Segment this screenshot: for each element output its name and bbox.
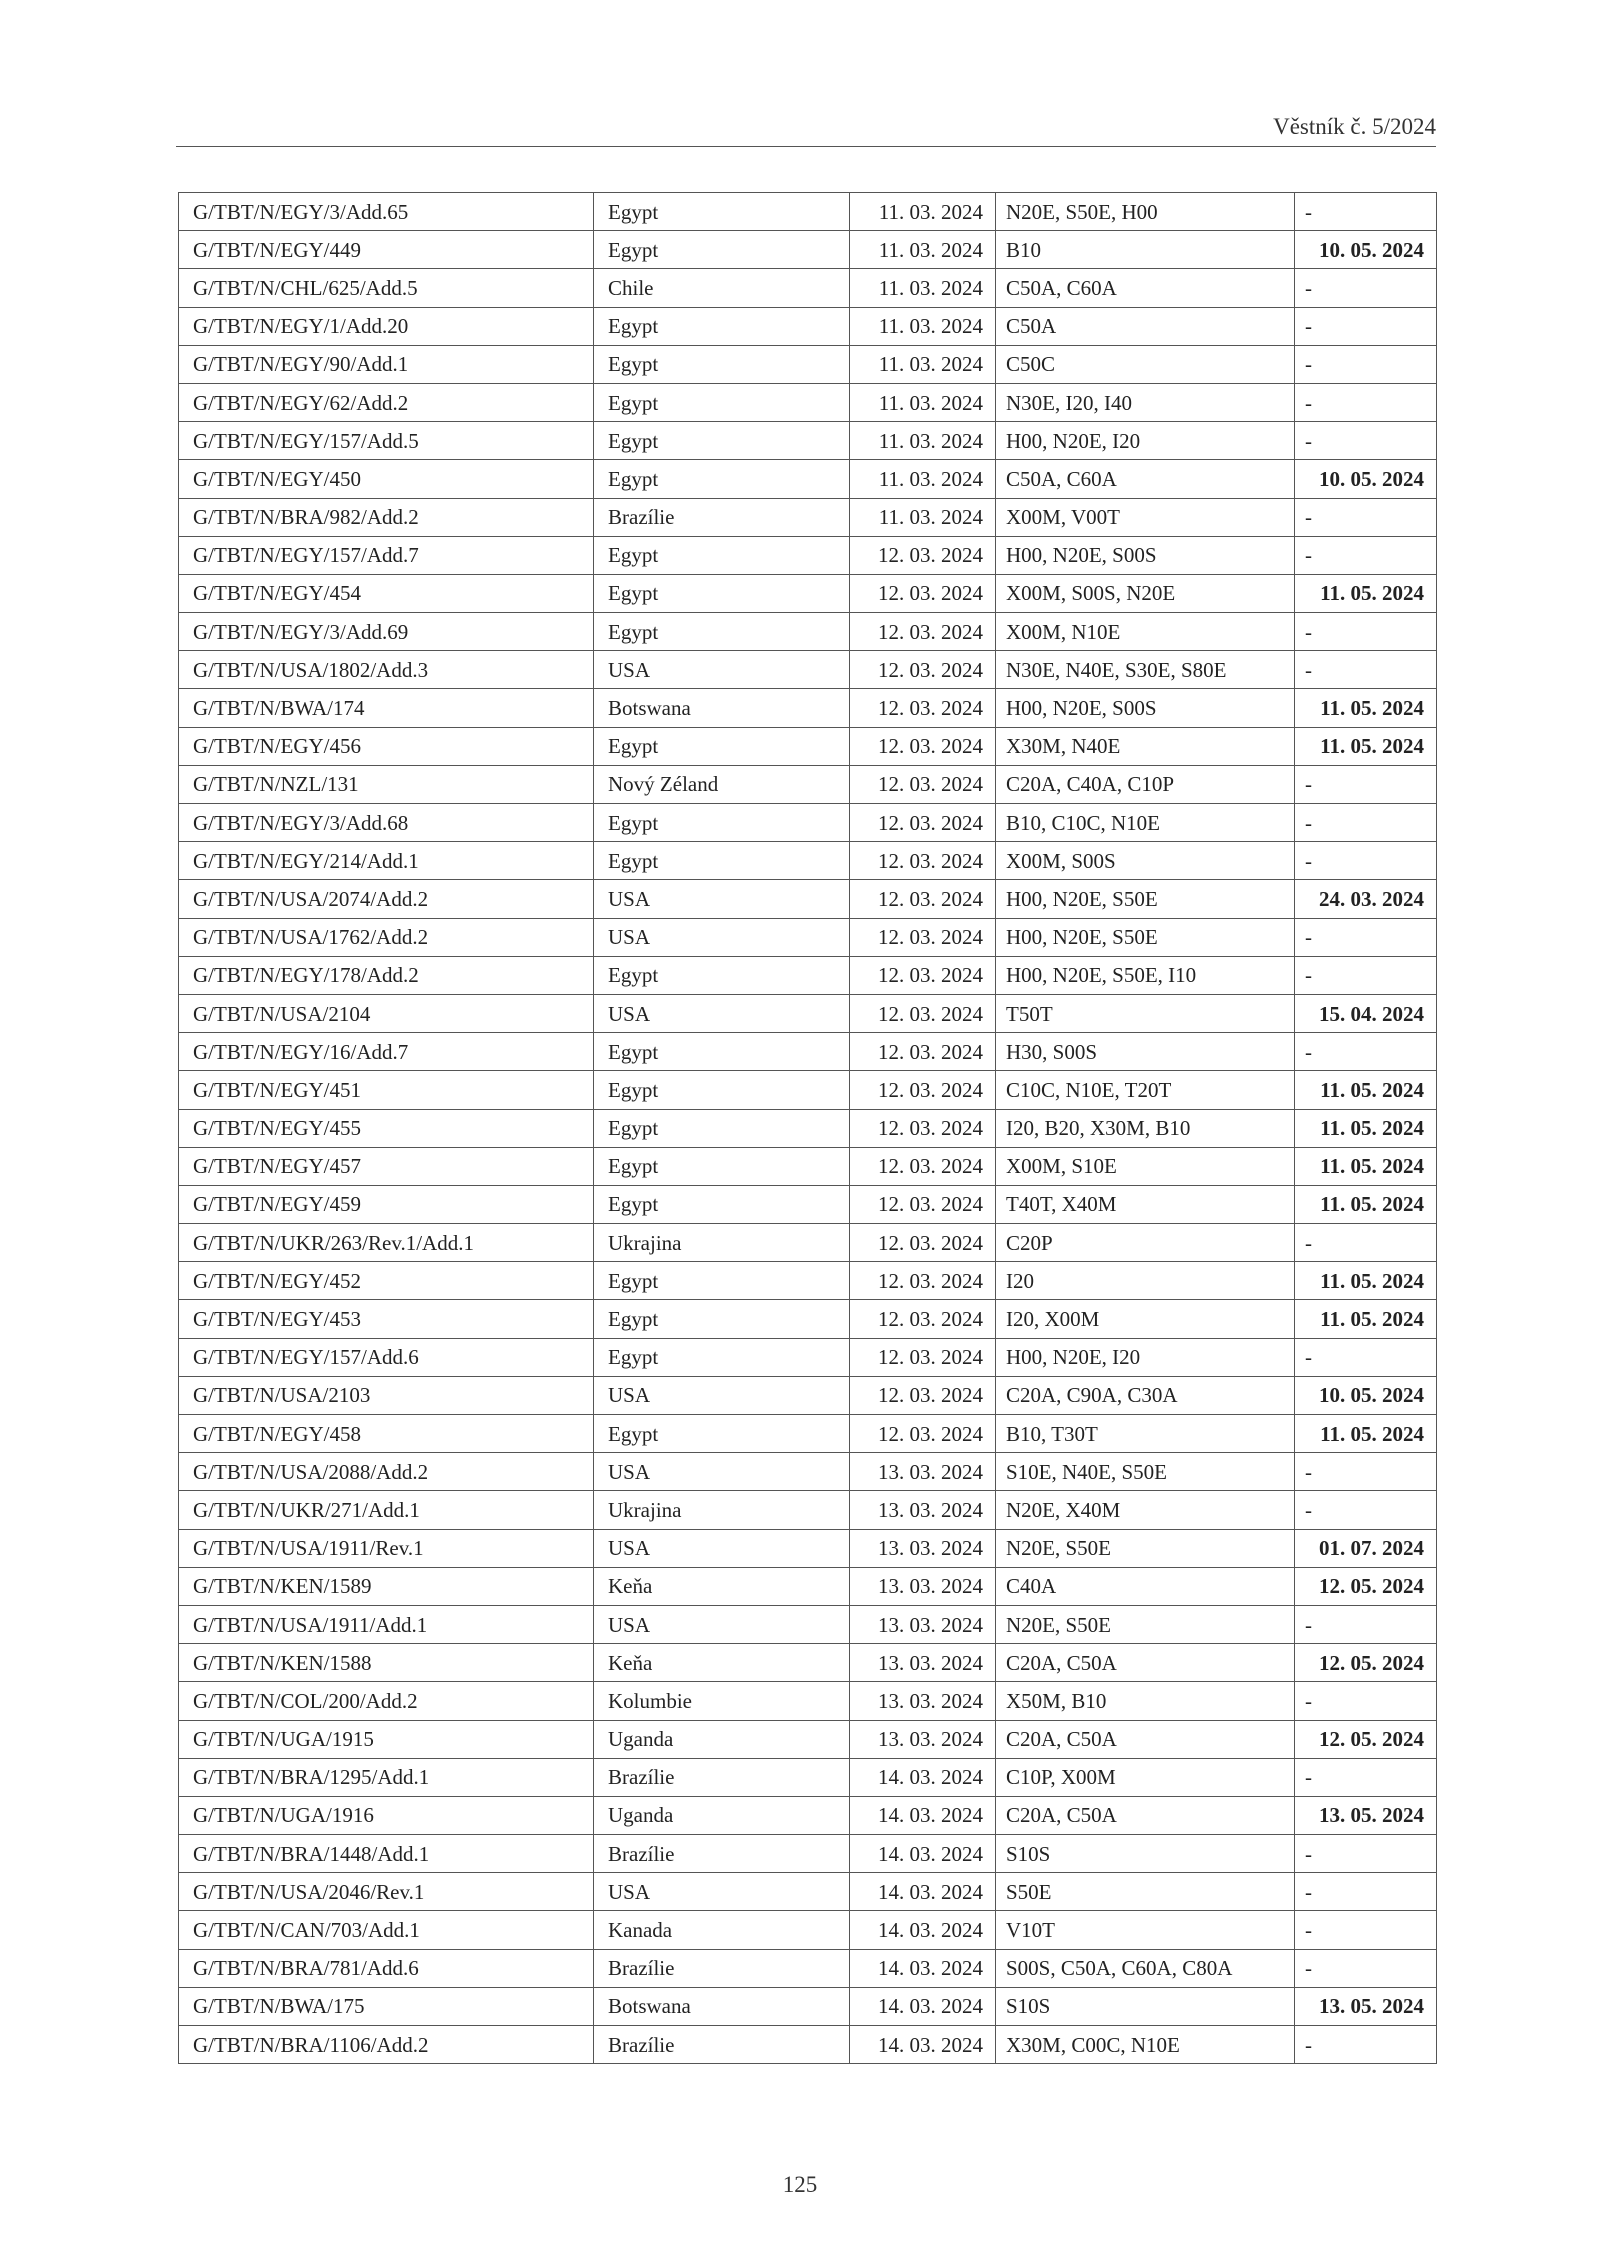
table-row (179, 765, 1437, 803)
notification-date-cell: 14. 03. 2024 (850, 1949, 996, 1987)
country-cell: Keňa (594, 1567, 850, 1605)
table-row (179, 383, 1437, 421)
product-codes-cell: V10T (996, 1911, 1295, 1949)
country-cell: Brazílie (594, 2026, 850, 2064)
notification-date-cell: 13. 03. 2024 (850, 1453, 996, 1491)
notification-date-cell: 12. 03. 2024 (850, 1415, 996, 1453)
notification-date-cell: 11. 03. 2024 (850, 231, 996, 269)
product-codes-cell: I20, X00M (996, 1300, 1295, 1338)
notification-date-cell: 12. 03. 2024 (850, 880, 996, 918)
notification-date-cell: 14. 03. 2024 (850, 1987, 996, 2025)
product-codes-cell: X30M, C00C, N10E (996, 2026, 1295, 2064)
table-row (179, 536, 1437, 574)
comment-deadline-cell: 11. 05. 2024 (1295, 1262, 1437, 1300)
table-row (179, 1491, 1437, 1529)
country-cell: Ukrajina (594, 1224, 850, 1262)
notification-symbol-cell: G/TBT/N/CHL/625/Add.5 (179, 269, 594, 307)
country-cell: Egypt (594, 1185, 850, 1223)
comment-deadline-cell: 12. 05. 2024 (1295, 1644, 1437, 1682)
country-cell: Egypt (594, 231, 850, 269)
table-row (179, 689, 1437, 727)
notification-date-cell: 12. 03. 2024 (850, 727, 996, 765)
notification-symbol-cell: G/TBT/N/EGY/62/Add.2 (179, 383, 594, 421)
notification-date-cell: 11. 03. 2024 (850, 345, 996, 383)
comment-deadline-cell: - (1295, 842, 1437, 880)
table-row (179, 307, 1437, 345)
comment-deadline-cell: 10. 05. 2024 (1295, 1376, 1437, 1414)
product-codes-cell: C50A (996, 307, 1295, 345)
comment-deadline-cell: 11. 05. 2024 (1295, 1071, 1437, 1109)
notification-date-cell: 11. 03. 2024 (850, 460, 996, 498)
comment-deadline-cell: - (1295, 1949, 1437, 1987)
notification-symbol-cell: G/TBT/N/EGY/3/Add.68 (179, 804, 594, 842)
country-cell: USA (594, 1873, 850, 1911)
notification-symbol-cell: G/TBT/N/EGY/3/Add.69 (179, 613, 594, 651)
notification-date-cell: 12. 03. 2024 (850, 651, 996, 689)
notification-symbol-cell: G/TBT/N/EGY/458 (179, 1415, 594, 1453)
table-row (179, 1987, 1437, 2025)
comment-deadline-cell: 01. 07. 2024 (1295, 1529, 1437, 1567)
table-row (179, 994, 1437, 1032)
notification-symbol-cell: G/TBT/N/COL/200/Add.2 (179, 1682, 594, 1720)
comment-deadline-cell: - (1295, 956, 1437, 994)
notification-date-cell: 12. 03. 2024 (850, 956, 996, 994)
notification-symbol-cell: G/TBT/N/EGY/1/Add.20 (179, 307, 594, 345)
table-row (179, 498, 1437, 536)
country-cell: Egypt (594, 842, 850, 880)
product-codes-cell: S10E, N40E, S50E (996, 1453, 1295, 1491)
notification-date-cell: 11. 03. 2024 (850, 269, 996, 307)
product-codes-cell: C40A (996, 1567, 1295, 1605)
product-codes-cell: B10, T30T (996, 1415, 1295, 1453)
table-row (179, 1300, 1437, 1338)
comment-deadline-cell: - (1295, 345, 1437, 383)
table-row (179, 1071, 1437, 1109)
country-cell: USA (594, 1529, 850, 1567)
product-codes-cell: C20P (996, 1224, 1295, 1262)
comment-deadline-cell: - (1295, 1491, 1437, 1529)
country-cell: USA (594, 994, 850, 1032)
comment-deadline-cell: - (1295, 765, 1437, 803)
product-codes-cell: H00, N20E, S00S (996, 689, 1295, 727)
notification-symbol-cell: G/TBT/N/EGY/3/Add.65 (179, 193, 594, 231)
comment-deadline-cell: 24. 03. 2024 (1295, 880, 1437, 918)
notification-symbol-cell: G/TBT/N/USA/2088/Add.2 (179, 1453, 594, 1491)
notification-date-cell: 12. 03. 2024 (850, 994, 996, 1032)
comment-deadline-cell: 11. 05. 2024 (1295, 1185, 1437, 1223)
country-cell: Egypt (594, 383, 850, 421)
notification-symbol-cell: G/TBT/N/EGY/456 (179, 727, 594, 765)
notification-symbol-cell: G/TBT/N/EGY/454 (179, 574, 594, 612)
comment-deadline-cell: 11. 05. 2024 (1295, 689, 1437, 727)
country-cell: Egypt (594, 536, 850, 574)
notification-date-cell: 12. 03. 2024 (850, 804, 996, 842)
comment-deadline-cell: - (1295, 651, 1437, 689)
notification-symbol-cell: G/TBT/N/BRA/1295/Add.1 (179, 1758, 594, 1796)
notification-date-cell: 13. 03. 2024 (850, 1644, 996, 1682)
comment-deadline-cell: 11. 05. 2024 (1295, 574, 1437, 612)
notification-date-cell: 12. 03. 2024 (850, 1033, 996, 1071)
product-codes-cell: C20A, C50A (996, 1796, 1295, 1834)
table-row (179, 1033, 1437, 1071)
comment-deadline-cell: - (1295, 1911, 1437, 1949)
notification-symbol-cell: G/TBT/N/BRA/781/Add.6 (179, 1949, 594, 1987)
table-row (179, 613, 1437, 651)
notification-symbol-cell: G/TBT/N/EGY/450 (179, 460, 594, 498)
comment-deadline-cell: - (1295, 422, 1437, 460)
country-cell: Egypt (594, 307, 850, 345)
table-row (179, 460, 1437, 498)
notification-date-cell: 11. 03. 2024 (850, 193, 996, 231)
comment-deadline-cell: - (1295, 1758, 1437, 1796)
product-codes-cell: C50A, C60A (996, 460, 1295, 498)
notification-date-cell: 12. 03. 2024 (850, 918, 996, 956)
product-codes-cell: H00, N20E, S50E, I10 (996, 956, 1295, 994)
country-cell: Brazílie (594, 1758, 850, 1796)
notification-date-cell: 12. 03. 2024 (850, 1300, 996, 1338)
table-row (179, 1682, 1437, 1720)
notification-symbol-cell: G/TBT/N/EGY/449 (179, 231, 594, 269)
table-row (179, 918, 1437, 956)
table-row (179, 1376, 1437, 1414)
country-cell: Nový Zéland (594, 765, 850, 803)
country-cell: Brazílie (594, 1835, 850, 1873)
notification-symbol-cell: G/TBT/N/KEN/1589 (179, 1567, 594, 1605)
product-codes-cell: N20E, X40M (996, 1491, 1295, 1529)
product-codes-cell: X00M, S00S (996, 842, 1295, 880)
table-row (179, 1605, 1437, 1643)
product-codes-cell: N20E, S50E (996, 1605, 1295, 1643)
notifications-table (178, 192, 1437, 2064)
notification-date-cell: 12. 03. 2024 (850, 1224, 996, 1262)
notification-symbol-cell: G/TBT/N/USA/1911/Rev.1 (179, 1529, 594, 1567)
notification-symbol-cell: G/TBT/N/USA/2103 (179, 1376, 594, 1414)
notification-symbol-cell: G/TBT/N/EGY/455 (179, 1109, 594, 1147)
comment-deadline-cell: 12. 05. 2024 (1295, 1567, 1437, 1605)
comment-deadline-cell: - (1295, 1682, 1437, 1720)
table-row (179, 804, 1437, 842)
comment-deadline-cell: 12. 05. 2024 (1295, 1720, 1437, 1758)
notification-date-cell: 14. 03. 2024 (850, 1835, 996, 1873)
product-codes-cell: B10 (996, 231, 1295, 269)
notification-symbol-cell: G/TBT/N/EGY/178/Add.2 (179, 956, 594, 994)
comment-deadline-cell: 11. 05. 2024 (1295, 1109, 1437, 1147)
notification-symbol-cell: G/TBT/N/CAN/703/Add.1 (179, 1911, 594, 1949)
table-row (179, 1185, 1437, 1223)
product-codes-cell: C10P, X00M (996, 1758, 1295, 1796)
notification-date-cell: 12. 03. 2024 (850, 1262, 996, 1300)
notification-date-cell: 12. 03. 2024 (850, 1109, 996, 1147)
table-row (179, 1911, 1437, 1949)
comment-deadline-cell: 13. 05. 2024 (1295, 1796, 1437, 1834)
table-row (179, 1224, 1437, 1262)
notification-symbol-cell: G/TBT/N/UGA/1915 (179, 1720, 594, 1758)
product-codes-cell: C50C (996, 345, 1295, 383)
product-codes-cell: C10C, N10E, T20T (996, 1071, 1295, 1109)
table-row (179, 1262, 1437, 1300)
table-row (179, 1873, 1437, 1911)
product-codes-cell: S50E (996, 1873, 1295, 1911)
product-codes-cell: C20A, C50A (996, 1720, 1295, 1758)
country-cell: Egypt (594, 613, 850, 651)
table-row (179, 651, 1437, 689)
notification-date-cell: 13. 03. 2024 (850, 1567, 996, 1605)
comment-deadline-cell: 11. 05. 2024 (1295, 1300, 1437, 1338)
table-row (179, 1758, 1437, 1796)
notification-date-cell: 12. 03. 2024 (850, 1147, 996, 1185)
notification-date-cell: 12. 03. 2024 (850, 536, 996, 574)
table-row (179, 422, 1437, 460)
notification-date-cell: 13. 03. 2024 (850, 1491, 996, 1529)
table-row (179, 2026, 1437, 2064)
table-row (179, 1109, 1437, 1147)
product-codes-cell: H00, N20E, S00S (996, 536, 1295, 574)
product-codes-cell: I20 (996, 1262, 1295, 1300)
country-cell: USA (594, 880, 850, 918)
table-row (179, 269, 1437, 307)
table-row (179, 842, 1437, 880)
country-cell: Botswana (594, 1987, 850, 2025)
product-codes-cell: C20A, C40A, C10P (996, 765, 1295, 803)
product-codes-cell: S10S (996, 1835, 1295, 1873)
product-codes-cell: H30, S00S (996, 1033, 1295, 1071)
bulletin-title: Věstník č. 5/2024 (1273, 114, 1436, 139)
product-codes-cell: X00M, S00S, N20E (996, 574, 1295, 612)
comment-deadline-cell: 11. 05. 2024 (1295, 1147, 1437, 1185)
product-codes-cell: X30M, N40E (996, 727, 1295, 765)
notification-date-cell: 11. 03. 2024 (850, 383, 996, 421)
table-row (179, 1147, 1437, 1185)
product-codes-cell: X00M, S10E (996, 1147, 1295, 1185)
country-cell: USA (594, 1376, 850, 1414)
table-row (179, 1338, 1437, 1376)
notification-symbol-cell: G/TBT/N/KEN/1588 (179, 1644, 594, 1682)
notification-date-cell: 12. 03. 2024 (850, 1338, 996, 1376)
notification-date-cell: 11. 03. 2024 (850, 307, 996, 345)
table-row (179, 1949, 1437, 1987)
country-cell: Ukrajina (594, 1491, 850, 1529)
comment-deadline-cell: - (1295, 383, 1437, 421)
notification-date-cell: 14. 03. 2024 (850, 1873, 996, 1911)
notification-date-cell: 14. 03. 2024 (850, 2026, 996, 2064)
notification-date-cell: 12. 03. 2024 (850, 689, 996, 727)
comment-deadline-cell: 13. 05. 2024 (1295, 1987, 1437, 2025)
table-row (179, 1415, 1437, 1453)
comment-deadline-cell: - (1295, 1835, 1437, 1873)
notification-date-cell: 12. 03. 2024 (850, 765, 996, 803)
product-codes-cell: N30E, N40E, S30E, S80E (996, 651, 1295, 689)
product-codes-cell: N20E, S50E, H00 (996, 193, 1295, 231)
comment-deadline-cell: 15. 04. 2024 (1295, 994, 1437, 1032)
comment-deadline-cell: - (1295, 1338, 1437, 1376)
product-codes-cell: T40T, X40M (996, 1185, 1295, 1223)
product-codes-cell: B10, C10C, N10E (996, 804, 1295, 842)
product-codes-cell: X00M, N10E (996, 613, 1295, 651)
country-cell: Egypt (594, 422, 850, 460)
notification-symbol-cell: G/TBT/N/BRA/1106/Add.2 (179, 2026, 594, 2064)
notification-symbol-cell: G/TBT/N/BWA/174 (179, 689, 594, 727)
comment-deadline-cell: - (1295, 1224, 1437, 1262)
product-codes-cell: X00M, V00T (996, 498, 1295, 536)
comment-deadline-cell: - (1295, 269, 1437, 307)
product-codes-cell: S10S (996, 1987, 1295, 2025)
country-cell: Egypt (594, 1300, 850, 1338)
country-cell: Keňa (594, 1644, 850, 1682)
notification-symbol-cell: G/TBT/N/USA/1802/Add.3 (179, 651, 594, 689)
notification-symbol-cell: G/TBT/N/EGY/451 (179, 1071, 594, 1109)
notification-symbol-cell: G/TBT/N/EGY/157/Add.5 (179, 422, 594, 460)
product-codes-cell: H00, N20E, I20 (996, 422, 1295, 460)
country-cell: Uganda (594, 1796, 850, 1834)
comment-deadline-cell: - (1295, 1605, 1437, 1643)
table-row (179, 1644, 1437, 1682)
notification-symbol-cell: G/TBT/N/BWA/175 (179, 1987, 594, 2025)
notification-date-cell: 12. 03. 2024 (850, 613, 996, 651)
comment-deadline-cell: - (1295, 918, 1437, 956)
notification-date-cell: 13. 03. 2024 (850, 1682, 996, 1720)
notification-symbol-cell: G/TBT/N/NZL/131 (179, 765, 594, 803)
country-cell: Egypt (594, 1033, 850, 1071)
country-cell: Brazílie (594, 1949, 850, 1987)
comment-deadline-cell: - (1295, 1873, 1437, 1911)
notification-symbol-cell: G/TBT/N/EGY/90/Add.1 (179, 345, 594, 383)
table-row (179, 1720, 1437, 1758)
page-number: 125 (782, 2172, 818, 2197)
product-codes-cell: C20A, C50A (996, 1644, 1295, 1682)
notification-date-cell: 12. 03. 2024 (850, 1185, 996, 1223)
country-cell: Uganda (594, 1720, 850, 1758)
country-cell: Egypt (594, 1415, 850, 1453)
notification-symbol-cell: G/TBT/N/EGY/459 (179, 1185, 594, 1223)
notification-symbol-cell: G/TBT/N/USA/2046/Rev.1 (179, 1873, 594, 1911)
comment-deadline-cell: - (1295, 498, 1437, 536)
notification-symbol-cell: G/TBT/N/USA/1762/Add.2 (179, 918, 594, 956)
country-cell: Kolumbie (594, 1682, 850, 1720)
country-cell: Egypt (594, 193, 850, 231)
country-cell: Kanada (594, 1911, 850, 1949)
country-cell: Egypt (594, 460, 850, 498)
table-row (179, 1835, 1437, 1873)
notification-date-cell: 13. 03. 2024 (850, 1529, 996, 1567)
country-cell: USA (594, 1453, 850, 1491)
country-cell: Chile (594, 269, 850, 307)
comment-deadline-cell: - (1295, 536, 1437, 574)
notification-date-cell: 11. 03. 2024 (850, 498, 996, 536)
notifications-table-body (179, 193, 1437, 2064)
country-cell: Egypt (594, 574, 850, 612)
product-codes-cell: C50A, C60A (996, 269, 1295, 307)
comment-deadline-cell: - (1295, 2026, 1437, 2064)
notification-symbol-cell: G/TBT/N/EGY/157/Add.7 (179, 536, 594, 574)
table-row (179, 1567, 1437, 1605)
table-row (179, 231, 1437, 269)
country-cell: Egypt (594, 1109, 850, 1147)
notification-symbol-cell: G/TBT/N/BRA/982/Add.2 (179, 498, 594, 536)
notification-symbol-cell: G/TBT/N/EGY/453 (179, 1300, 594, 1338)
notification-symbol-cell: G/TBT/N/BRA/1448/Add.1 (179, 1835, 594, 1873)
country-cell: Egypt (594, 1147, 850, 1185)
comment-deadline-cell: - (1295, 1033, 1437, 1071)
table-row (179, 1796, 1437, 1834)
product-codes-cell: H00, N20E, I20 (996, 1338, 1295, 1376)
notification-symbol-cell: G/TBT/N/USA/2074/Add.2 (179, 880, 594, 918)
notification-symbol-cell: G/TBT/N/UGA/1916 (179, 1796, 594, 1834)
notification-symbol-cell: G/TBT/N/EGY/457 (179, 1147, 594, 1185)
country-cell: Egypt (594, 727, 850, 765)
notification-symbol-cell: G/TBT/N/USA/1911/Add.1 (179, 1605, 594, 1643)
product-codes-cell: S00S, C50A, C60A, C80A (996, 1949, 1295, 1987)
comment-deadline-cell: 10. 05. 2024 (1295, 460, 1437, 498)
comment-deadline-cell: - (1295, 804, 1437, 842)
notification-symbol-cell: G/TBT/N/EGY/214/Add.1 (179, 842, 594, 880)
table-row (179, 956, 1437, 994)
comment-deadline-cell: - (1295, 613, 1437, 651)
notification-date-cell: 12. 03. 2024 (850, 842, 996, 880)
product-codes-cell: T50T (996, 994, 1295, 1032)
product-codes-cell: N30E, I20, I40 (996, 383, 1295, 421)
country-cell: Egypt (594, 1338, 850, 1376)
notification-date-cell: 12. 03. 2024 (850, 1376, 996, 1414)
comment-deadline-cell: - (1295, 1453, 1437, 1491)
page-header (176, 112, 1436, 147)
country-cell: USA (594, 1605, 850, 1643)
notification-date-cell: 12. 03. 2024 (850, 1071, 996, 1109)
country-cell: Egypt (594, 345, 850, 383)
comment-deadline-cell: 11. 05. 2024 (1295, 1415, 1437, 1453)
comment-deadline-cell: - (1295, 307, 1437, 345)
comment-deadline-cell: - (1295, 193, 1437, 231)
notification-symbol-cell: G/TBT/N/EGY/16/Add.7 (179, 1033, 594, 1071)
notification-date-cell: 11. 03. 2024 (850, 422, 996, 460)
product-codes-cell: H00, N20E, S50E (996, 918, 1295, 956)
country-cell: Egypt (594, 1262, 850, 1300)
notification-date-cell: 12. 03. 2024 (850, 574, 996, 612)
table-row (179, 727, 1437, 765)
notification-date-cell: 14. 03. 2024 (850, 1758, 996, 1796)
table-row (179, 193, 1437, 231)
product-codes-cell: H00, N20E, S50E (996, 880, 1295, 918)
table-row (179, 1453, 1437, 1491)
product-codes-cell: X50M, B10 (996, 1682, 1295, 1720)
comment-deadline-cell: 10. 05. 2024 (1295, 231, 1437, 269)
country-cell: USA (594, 651, 850, 689)
notification-symbol-cell: G/TBT/N/UKR/271/Add.1 (179, 1491, 594, 1529)
country-cell: Egypt (594, 1071, 850, 1109)
table-row (179, 1529, 1437, 1567)
country-cell: USA (594, 918, 850, 956)
notification-date-cell: 14. 03. 2024 (850, 1796, 996, 1834)
notification-date-cell: 14. 03. 2024 (850, 1911, 996, 1949)
product-codes-cell: I20, B20, X30M, B10 (996, 1109, 1295, 1147)
product-codes-cell: N20E, S50E (996, 1529, 1295, 1567)
notification-symbol-cell: G/TBT/N/EGY/157/Add.6 (179, 1338, 594, 1376)
table-row (179, 574, 1437, 612)
notification-symbol-cell: G/TBT/N/EGY/452 (179, 1262, 594, 1300)
comment-deadline-cell: 11. 05. 2024 (1295, 727, 1437, 765)
notification-date-cell: 13. 03. 2024 (850, 1720, 996, 1758)
country-cell: Botswana (594, 689, 850, 727)
product-codes-cell: C20A, C90A, C30A (996, 1376, 1295, 1414)
notification-symbol-cell: G/TBT/N/USA/2104 (179, 994, 594, 1032)
notification-date-cell: 13. 03. 2024 (850, 1605, 996, 1643)
table-row (179, 345, 1437, 383)
country-cell: Egypt (594, 804, 850, 842)
country-cell: Brazílie (594, 498, 850, 536)
country-cell: Egypt (594, 956, 850, 994)
notification-symbol-cell: G/TBT/N/UKR/263/Rev.1/Add.1 (179, 1224, 594, 1262)
table-row (179, 880, 1437, 918)
